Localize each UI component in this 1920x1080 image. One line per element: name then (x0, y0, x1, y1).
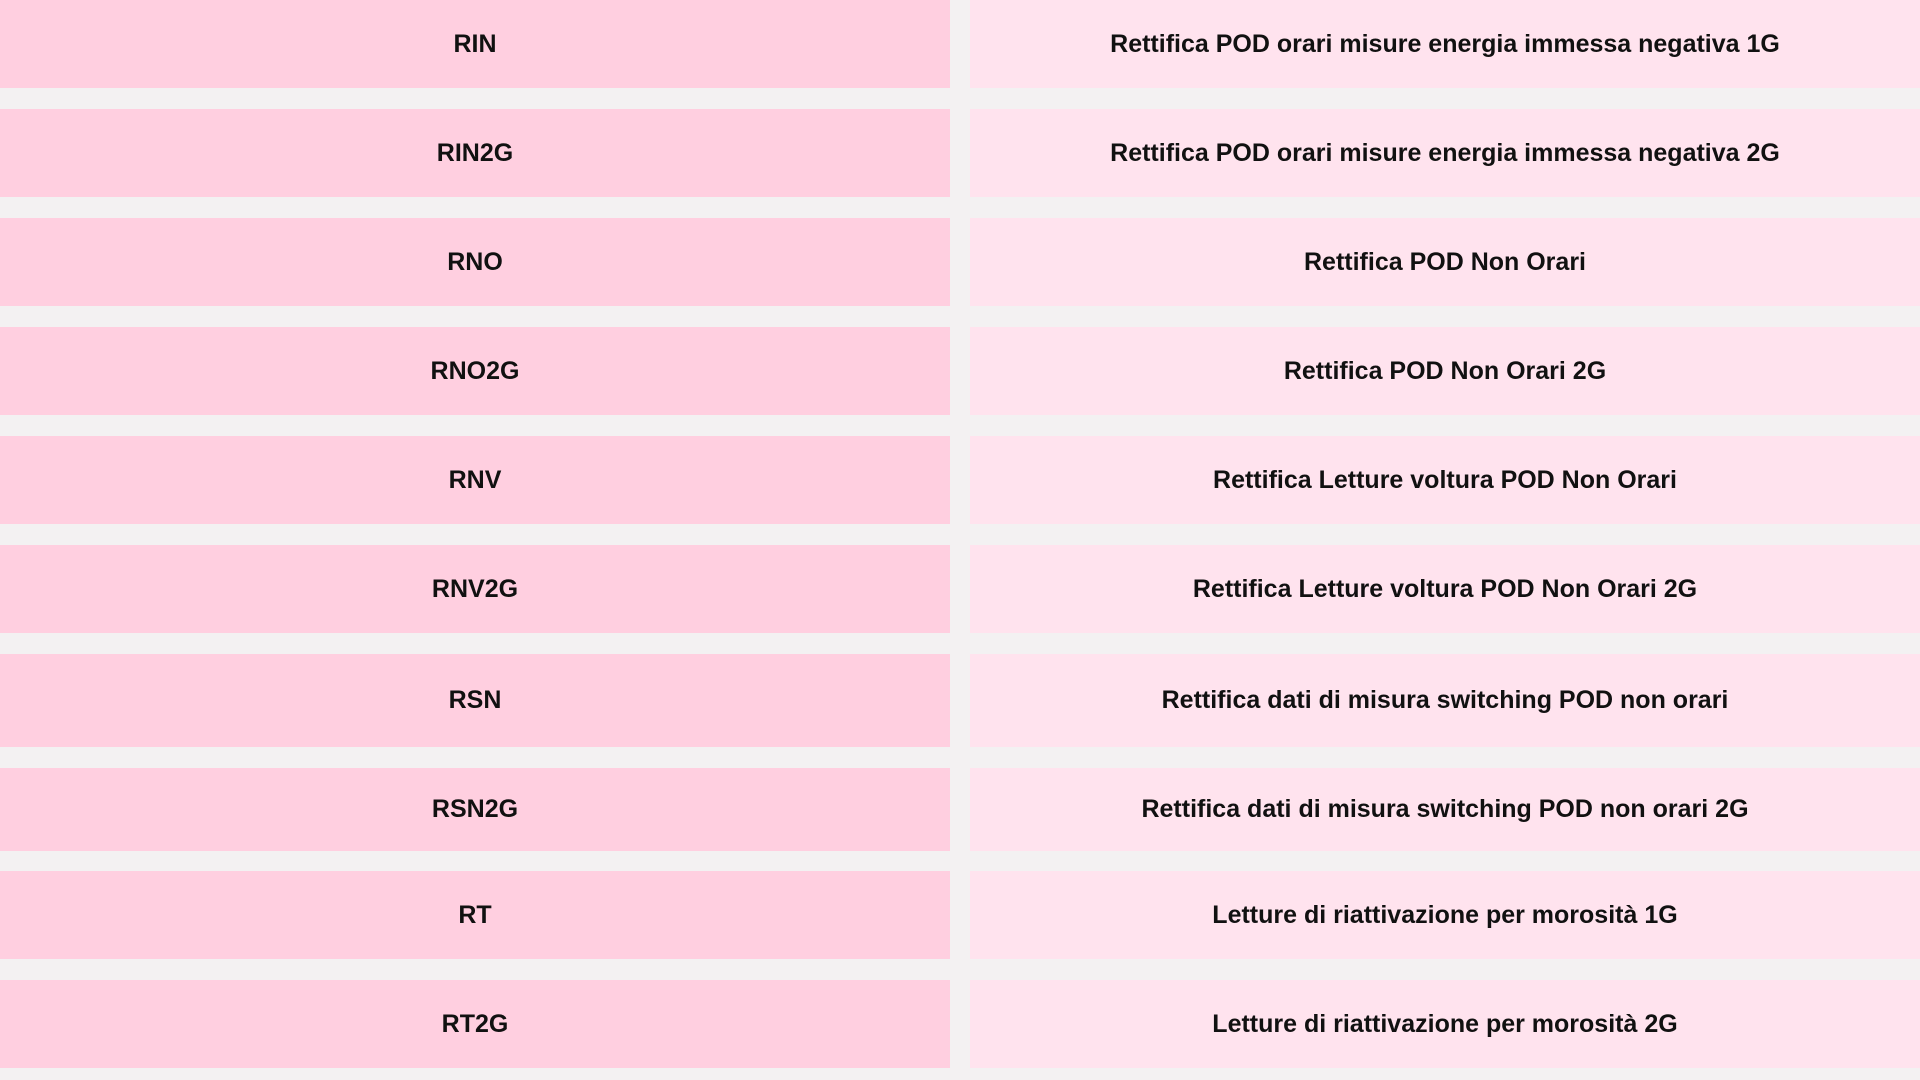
table-row (0, 545, 1920, 633)
description-cell: Rettifica POD Non Orari 2G (970, 327, 1920, 415)
table-row (0, 768, 1920, 851)
code-cell: RT (0, 871, 950, 959)
code-cell: RSN2G (0, 768, 950, 851)
description-cell: Letture di riattivazione per morosità 1G (970, 871, 1920, 959)
description-cell: Rettifica POD Non Orari (970, 218, 1920, 306)
code-cell: RNV (0, 436, 950, 524)
description-cell: Rettifica dati di misura switching POD non orari (970, 654, 1920, 747)
code-cell: RT2G (0, 980, 950, 1068)
table-row (0, 218, 1920, 306)
table-row (0, 871, 1920, 959)
description-cell: Rettifica Letture voltura POD Non Orari (970, 436, 1920, 524)
description-cell: Rettifica POD orari misure energia immessa negativa 1G (970, 0, 1920, 88)
description-cell: Rettifica POD orari misure energia immessa negativa 2G (970, 109, 1920, 197)
table-row (0, 0, 1920, 88)
table-row (0, 980, 1920, 1068)
code-cell: RNO (0, 218, 950, 306)
description-cell: Rettifica dati di misura switching POD non orari 2G (970, 768, 1920, 851)
code-cell: RSN (0, 654, 950, 747)
code-cell: RNV2G (0, 545, 950, 633)
table-row (0, 436, 1920, 524)
description-cell: Letture di riattivazione per morosità 2G (970, 980, 1920, 1068)
code-cell: RIN2G (0, 109, 950, 197)
table-row (0, 327, 1920, 415)
description-cell: Rettifica Letture voltura POD Non Orari 2G (970, 545, 1920, 633)
table-row (0, 654, 1920, 747)
code-cell: RIN (0, 0, 950, 88)
code-cell: RNO2G (0, 327, 950, 415)
table-row (0, 109, 1920, 197)
